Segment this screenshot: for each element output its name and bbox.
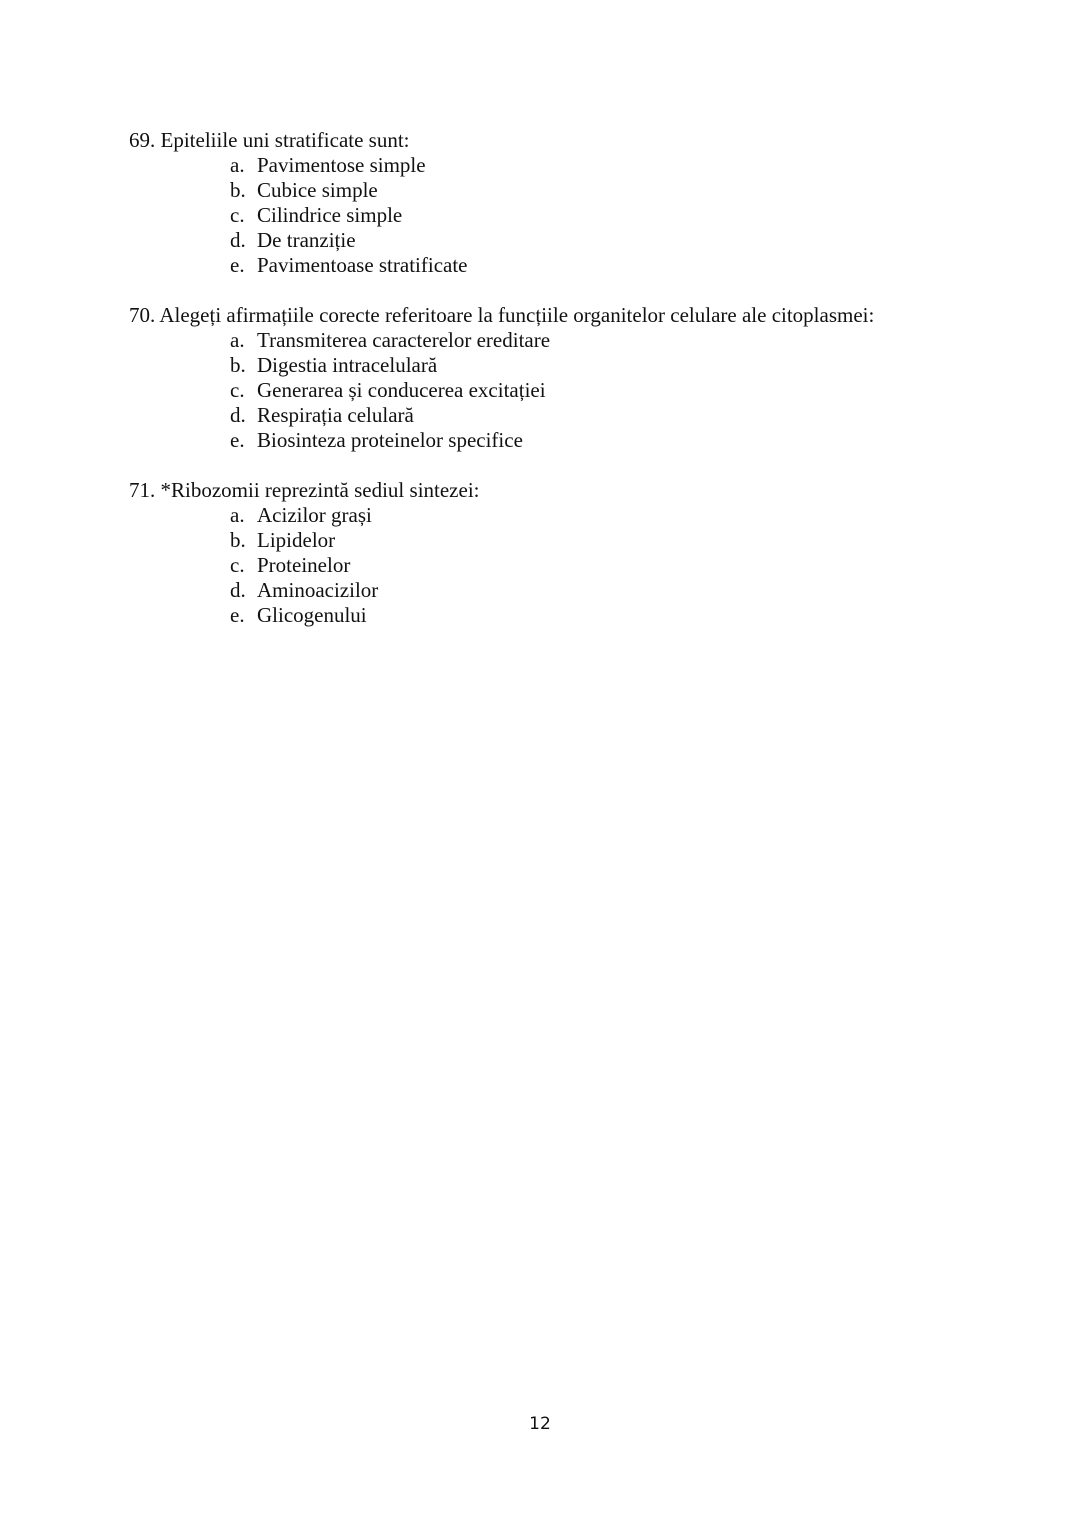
option-letter: c. [230,378,245,402]
option-letter: c. [230,203,245,227]
option-letter: d. [230,578,246,602]
question-71 [129,478,1029,628]
option-e [230,603,1029,628]
option-a [230,503,1029,528]
option-text: Digestia intracelulară [257,353,438,377]
option-e [230,253,1029,278]
option-text: Lipidelor [257,528,336,552]
option-text: Aminoacizilor [257,578,379,602]
question-title: 69. Epiteliile uni stratificate sunt: [129,128,410,152]
option-text: Cubice simple [257,178,378,202]
question-70 [129,303,1029,453]
option-letter: b. [230,528,246,552]
option-letter: b. [230,353,246,377]
option-letter: a. [230,328,245,352]
option-b [230,353,1029,378]
option-letter: e. [230,253,245,277]
option-a [230,153,1029,178]
option-d [230,403,1029,428]
option-letter: e. [230,428,245,452]
option-c [230,553,1029,578]
option-letter: e. [230,603,245,627]
option-text: Transmiterea caracterelor ereditare [257,328,551,352]
option-list [129,328,1029,453]
option-text: Pavimentose simple [257,153,426,177]
option-letter: d. [230,228,246,252]
option-c [230,378,1029,403]
option-text: Acizilor grași [257,503,372,527]
option-text: Proteinelor [257,553,351,577]
question-title: 70. Alegeți afirmațiile corecte referitoare la funcțiile organitelor celulare ale citoplasmei: [129,303,875,327]
option-text: Pavimentoase stratificate [257,253,468,277]
option-d [230,578,1029,603]
option-text: Cilindrice simple [257,203,403,227]
option-letter: a. [230,503,245,527]
option-text: Glicogenului [257,603,367,627]
question-title: 71. *Ribozomii reprezintă sediul sintezei: [129,478,480,502]
option-letter: c. [230,553,245,577]
option-letter: b. [230,178,246,202]
option-list [129,503,1029,628]
option-d [230,228,1029,253]
question-69 [129,128,1029,278]
option-list [129,153,1029,278]
option-text: Biosinteza proteinelor specifice [257,428,523,452]
option-text: Generarea și conducerea excitației [257,378,546,402]
option-e [230,428,1029,453]
option-text: Respirația celulară [257,403,414,427]
option-letter: d. [230,403,246,427]
option-c [230,203,1029,228]
option-a [230,328,1029,353]
option-b [230,528,1029,553]
option-b [230,178,1029,203]
page-number: 12 [529,1414,551,1434]
option-text: De tranziție [257,228,356,252]
option-letter: a. [230,153,245,177]
